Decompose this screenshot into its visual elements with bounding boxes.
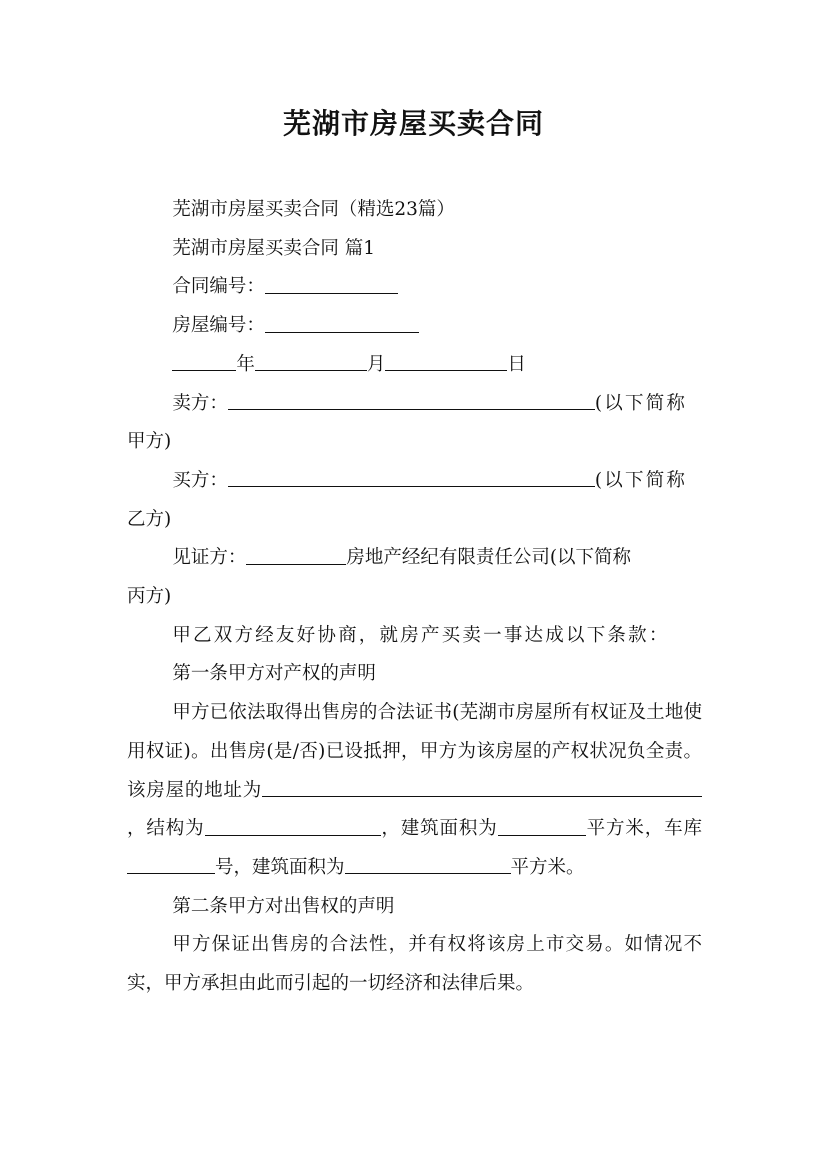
- document-title: 芜湖市房屋买卖合同: [282, 107, 544, 140]
- structure-blank[interactable]: [205, 817, 381, 836]
- article1-paragraph: [127, 694, 702, 888]
- article1-text-c: ，建筑面积为: [380, 818, 498, 840]
- seller-line: [127, 385, 702, 424]
- article1-text-e: 号，建筑面积为: [215, 856, 345, 878]
- article2-text: 甲方保证出售房的合法性，并有权将该房上市交易。如情况不实，甲方承担由此而引起的一切经济和法律后果。: [127, 934, 702, 995]
- article2-title-line: [127, 888, 702, 927]
- article1-title: 第一条甲方对产权的声明: [172, 663, 376, 685]
- year-label: 年: [236, 353, 255, 375]
- year-blank[interactable]: [172, 353, 236, 372]
- buyer-short: 乙方): [127, 508, 172, 530]
- house-number-line: [127, 307, 702, 346]
- address-blank[interactable]: [262, 778, 702, 797]
- garage-number-blank[interactable]: [127, 856, 215, 875]
- document-body: [127, 191, 702, 1004]
- buyer-suffix: (以下简称: [594, 469, 688, 491]
- part-line: [127, 230, 702, 269]
- buyer-label: 买方：: [172, 469, 228, 491]
- part-text: 芜湖市房屋买卖合同 篇1: [172, 237, 375, 259]
- garage-area-blank[interactable]: [345, 856, 511, 875]
- buyer-blank[interactable]: [228, 469, 595, 488]
- article1-text-b: ，结构为: [127, 818, 205, 840]
- subtitle-line: [127, 191, 702, 230]
- witness-label: 见证方：: [172, 547, 247, 569]
- witness-company: 房地产经纪有限责任公司(以下简称: [346, 547, 632, 569]
- contract-number-label: 合同编号：: [172, 276, 265, 298]
- month-label: 月: [366, 353, 386, 375]
- house-number-label: 房屋编号：: [172, 315, 265, 337]
- day-label: 日: [507, 353, 526, 375]
- article1-text-a: 甲方已依法取得出售房的合法证书(芜湖市房屋所有权证及土地使用权证)。出售房(是/否)已设抵押，甲方为该房屋的产权状况负全责。该房屋的地址为: [127, 702, 702, 801]
- buyer-line: [127, 462, 702, 501]
- contract-number-blank[interactable]: [265, 275, 398, 294]
- seller-short-line: [127, 423, 702, 462]
- article1-text-d: 平方米，车库: [585, 818, 702, 840]
- seller-short: 甲方): [127, 431, 172, 453]
- article2-title: 第二条甲方对出售权的声明: [172, 895, 395, 917]
- seller-suffix: (以下简称: [594, 392, 688, 414]
- date-line: [127, 346, 702, 385]
- article1-text-f: 平方米。: [510, 856, 585, 878]
- article2-paragraph: [127, 926, 702, 1003]
- contract-number-line: [127, 268, 702, 307]
- witness-short-line: [127, 578, 702, 617]
- intro-text: 甲乙双方经友好协商，就房产买卖一事达成以下条款：: [172, 624, 670, 646]
- house-number-blank[interactable]: [265, 314, 419, 333]
- intro-line: [127, 617, 702, 656]
- subtitle-text: 芜湖市房屋买卖合同（精选23篇）: [172, 199, 455, 220]
- witness-blank[interactable]: [246, 546, 346, 565]
- day-blank[interactable]: [385, 353, 507, 372]
- witness-line: [127, 539, 702, 578]
- seller-blank[interactable]: [228, 391, 595, 410]
- buyer-short-line: [127, 501, 702, 540]
- seller-label: 卖方：: [172, 392, 228, 414]
- area-blank[interactable]: [498, 817, 586, 836]
- article1-title-line: [127, 655, 702, 694]
- month-blank[interactable]: [255, 353, 367, 372]
- witness-short: 丙方): [127, 586, 172, 608]
